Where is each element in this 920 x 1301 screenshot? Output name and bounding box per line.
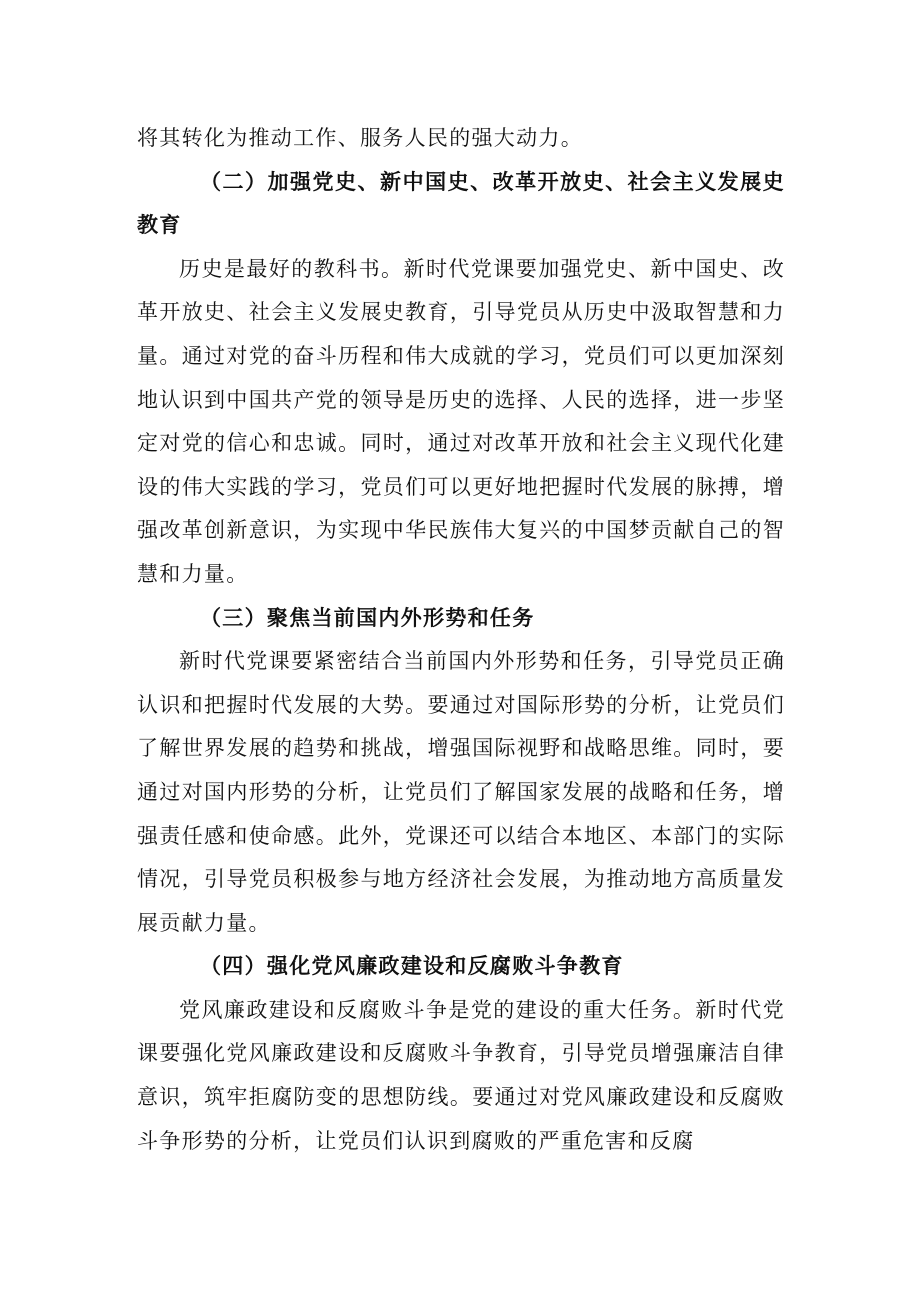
document-body [137, 117, 785, 1163]
section-heading-2: （二）加强党史、新中国史、改革开放史、社会主义发展史教育 [137, 169, 785, 238]
section-paragraph-4: 党风廉政建设和反腐败斗争是党的建设的重大任务。新时代党课要强化党风廉政建设和反腐败斗争教育，引导党员增强廉洁自律意识，筑牢拒腐防变的思想防线。要通过对党风廉政建设和反腐败斗争形势的分析，让党员们认识到腐败的严重危害和反腐 [137, 997, 785, 1153]
section-heading-3: （三）聚焦当前国内外形势和任务 [200, 605, 535, 630]
opening-line: 将其转化为推动工作、服务人民的强大动力。 [137, 126, 583, 150]
section-paragraph-2: 历史是最好的教科书。新时代党课要加强党史、新中国史、改革开放史、社会主义发展史教育，引导党员从历史中汲取智慧和力量。通过对党的奋斗历程和伟大成就的学习，党员们可以更加深刻地认识到中国共产党的领导是历史的选择、人民的选择，进一步坚定对党的信心和忠诚。同时，通过对改革开放和社会主义现代化建设的伟大实践的学习，党员们可以更好地把握时代发展的脉搏，增强改革创新意识，为实现中华民族伟大复兴的中国梦贡献自己的智慧和力量。 [137, 256, 785, 586]
section-heading-4: （四）强化党风廉政建设和反腐败斗争教育 [200, 954, 624, 979]
section-paragraph-3: 新时代党课要紧密结合当前国内外形势和任务，引导党员正确认识和把握时代发展的大势。要通过对国际形势的分析，让党员们了解世界发展的趋势和挑战，增强国际视野和战略思维。同时，要通过对国内形势的分析，让党员们了解国家发展的战略和任务，增强责任感和使命感。此外，党课还可以结合本地区、本部门的实际情况，引导党员积极参与地方经济社会发展，为推动地方高质量发展贡献力量。 [137, 649, 785, 935]
